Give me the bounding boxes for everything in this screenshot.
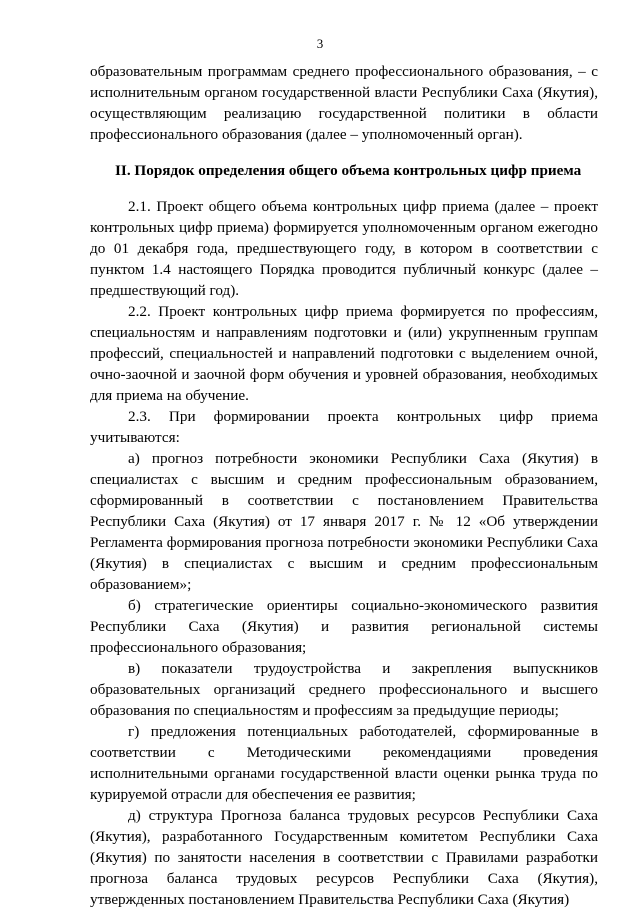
- list-item-v: в) показатели трудоустройства и закрепления выпускников образовательных организаций среднего профессионального и высшего образования по специальностям и профессиям за предыдущие периоды;: [90, 660, 598, 719]
- list-item-g: г) предложения потенциальных работодателей, сформированные в соответствии с Методическими рекомендациями проведения исполнительными органами государственной власти оценки рынка труда по курируемой отрасли для обеспечения ее развития;: [90, 723, 598, 803]
- paragraph-2-2: 2.2. Проект контрольных цифр приема формируется по профессиям, специальностям и направлениям подготовки и (или) укрупненным группам профессий, специальностей и направлений подготовки с выделением очной, очно-заочной и заочной форм обучения и уровней образования, необходимых для приема на обучение.: [90, 303, 598, 404]
- paragraph-2-1: 2.1. Проект общего объема контрольных цифр приема (далее – проект контрольных цифр приема) формируется уполномоченным органом ежегодно до 01 декабря года, предшествующего году, в котором в соответствии с пунктом 1.4 настоящего Порядка проводится публичный конкурс (далее – предшествующий год).: [90, 198, 598, 299]
- list-item-b: б) стратегические ориентиры социально-экономического развития Республики Саха (Якутия) и развития региональной системы профессионального образования;: [90, 597, 598, 656]
- intro-paragraph: образовательным программам среднего профессионального образования, – с исполнительным органом государственной власти Республики Саха (Якутия), осуществляющим реализацию государственной политики в области профессионального образования (далее – уполномоченный орган).: [90, 63, 598, 143]
- section-heading: II. Порядок определения общего объема контрольных цифр приема: [115, 162, 582, 179]
- paragraph-2-3: 2.3. При формировании проекта контрольных цифр приема учитываются:: [90, 408, 598, 446]
- list-item-a: а) прогноз потребности экономики Республики Саха (Якутия) в специалистах с высшим и средним профессиональным образованием, сформированный в соответствии с постановлением Правительства Республики Саха (Якутия) от 17 января 2017 г. № 12 «Об утверждении Регламента формирования прогноза потребности экономики Республики Саха (Якутия) в специалистах с высшим и средним профессиональным образованием»;: [90, 450, 598, 593]
- page-number: 3: [316, 36, 324, 51]
- list-item-d: д) структура Прогноза баланса трудовых ресурсов Республики Саха (Якутия), разработанного Государственным комитетом Республики Саха (Якутия) по занятости населения в соответствии с Правилами разработки прогноза баланса трудовых ресурсов Республики Саха (Якутия), утвержденных постановлением Правительства Республики Саха (Якутия): [90, 807, 598, 908]
- document-body: [90, 61, 598, 910]
